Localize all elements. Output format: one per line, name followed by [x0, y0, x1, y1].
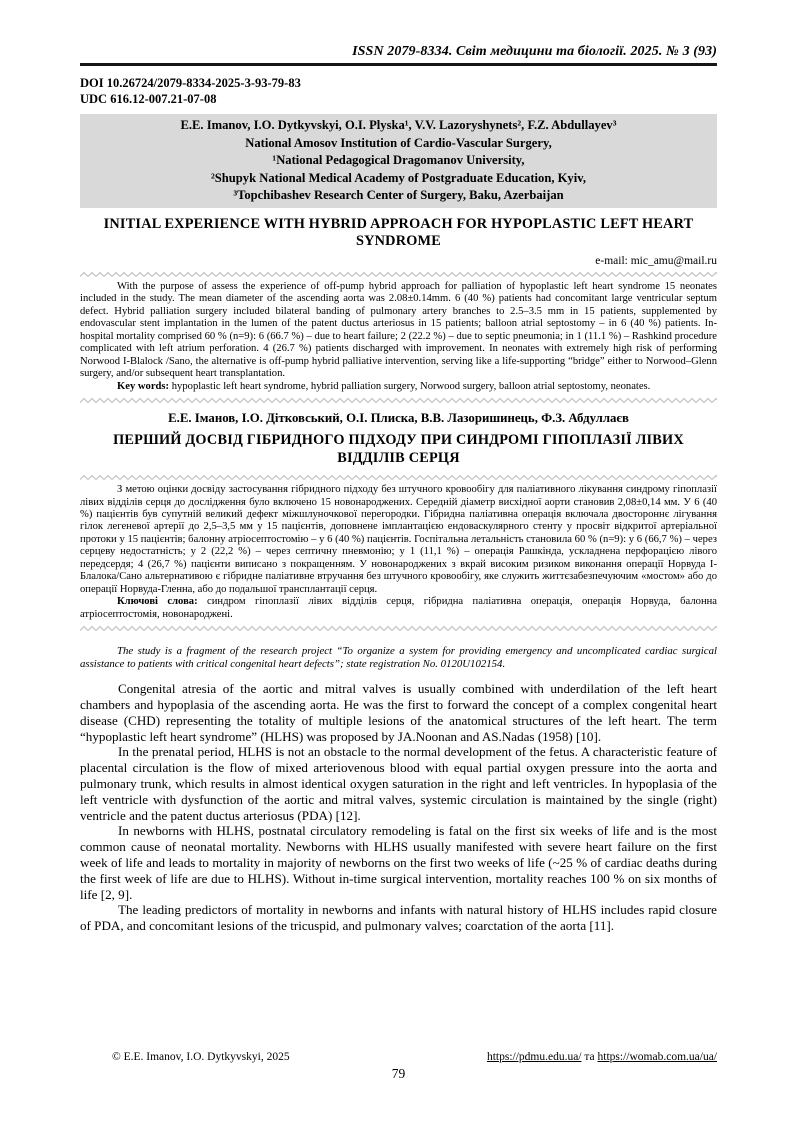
- keywords-ua: [80, 596, 717, 621]
- womab-link[interactable]: https://womab.com.ua/ua/: [597, 1051, 717, 1063]
- keywords-ua-text: синдром гіпоплазії лівих відділів серця, гібридна паліативна операція, операція Норвуда, балонна атріосептостомія, новонароджені.: [80, 596, 717, 620]
- zigzag-divider: [80, 397, 717, 404]
- zigzag-divider: [80, 474, 717, 481]
- footer-row: [80, 1051, 717, 1063]
- body-paragraph-3: In newborns with HLHS, postnatal circulatory remodeling is fatal on the first six weeks of life and is the most common cause of neonatal mortality. Newborns with HLHS usually manifested with severe heart failure on the first week of life and leads to mortality in majority of newborns on the first two weeks of life (~25 % of cardiac deaths during the first week of life are due to HLHS). Without in-time surgical intervention, mortality reaches 100 % on six months of life [2, 9].: [80, 823, 717, 902]
- affiliation-3: ²Shupyk National Medical Academy of Postgraduate Education, Kyiv,: [211, 170, 586, 185]
- keywords-en-text: hypoplastic left heart syndrome, hybrid palliation surgery, Norwood surgery, balloon atrial septostomy, neonates.: [171, 380, 651, 392]
- keywords-en: [80, 381, 717, 393]
- page-footer: [80, 1051, 717, 1082]
- affiliation-1: National Amosov Institution of Cardio-Vascular Surgery,: [245, 135, 552, 150]
- abstract-en-text: With the purpose of assess the experience of off-pump hybrid approach for palliation of hypoplastic left heart syndrome 15 neonates included in the study. The mean diameter of the ascending aorta was 2.08±0.14mm. 6 (40 %) patients had concomitant large ventricular septum defect. Hybrid palliation surgery included bilateral banding of pulmonary artery branches to 2.5–3.5 mm in 15 patients, supplemented by endovascular stent implantation in the lumen of the patent ductus arteriosus in 15 patients; balloon atrial septostomy – in 6 (40 %) patients. In-hospital mortality comprised 60 % (n=9): 6 (66.7 %) – due to heart failure; 2 (22.2 %) – due to septic pneumonia; in 1 (11.1 %) – Rashkind procedure complicated with left atrium perforation. 4 (26.7 %) patients discharged with improvement. In neonates with extremely high risk of performing Norwood I-Blalock /Sano, the alternative is off-pump hybrid palliative intervention, serving like a life-supporting “bridge” either to Norwood–Glenn surgery, and/or subsequent heart transplantation.: [80, 280, 717, 380]
- body-paragraph-2: In the prenatal period, HLHS is not an obstacle to the normal development of the fetus. A characteristic feature of placental circulation is the flow of mixed arteriovenous blood with equal partial oxygen pressure into the aorta and pulmonary trunk, which results in almost identical oxygen saturation in the right and left ventricles. In hypoplasia of the left ventricle with dysfunction of the aortic and mitral valves, systemic circulation is maintained by the single (right) ventricle and the patent ductus arteriosus (PDA) [12].: [80, 744, 717, 823]
- link-separator: та: [584, 1051, 595, 1063]
- page-number: 79: [391, 1066, 406, 1081]
- abstract-ua-text: З метою оцінки досвіду застосування гібридного підходу без штучного кровообігу для паліативного лікування синдрому гіпоплазії лівих відділів серця до дослідження було включено 15 новонароджених. Середній діаметр висхідної аорти становив 2,08±0,14 мм. У 6 (40 %) пацієнтів був супутній великий дефект міжшлуночкової перегородки. Гібридна паліативна операція включала двостороннє лігування гілок легеневої артерії до 2,5–3,5 мм у 15 пацієнтів, доповнене імплантацією ендоваскулярного стенту у просвіт відкритої артеріальної протоки у 15 пацієнтів; балонну атріосептостомію – у 6 (40 %) пацієнтів. Госпітальна летальність становила 60 % (n=9): у 6 (66,7 %) – через серцеву недостатність; у 2 (22,2 %) – через септичну пневмонію; у 1 (11,1 %) – операція Рашкінда, ускладнена перфорацією лівого передсердя; 4 (26,7 %) пацієнти виписано з покращенням. У новонароджених з вкрай високим ризиком виконання операції Норвуда І-Блалока/Сано альтернативою є гібридне паліативне втручання без штучного кровообігу, яке служить життєзабезпечуючим «мостом» або до операції Норвуда-Гленна, або до подальшої трансплантації серця.: [80, 484, 717, 595]
- article-title-ua: ПЕРШИЙ ДОСВІД ГІБРИДНОГО ПІДХОДУ ПРИ СИНДРОМІ ГІПОПЛАЗІЇ ЛІВИХ ВІДДІЛІВ СЕРЦЯ: [113, 432, 684, 467]
- copyright-line: © E.E. Imanov, I.O. Dytkyvskyi, 2025: [112, 1051, 290, 1063]
- affiliation-2: ¹National Pedagogical Dragomanov University,: [272, 153, 525, 168]
- research-project-note-text: The study is a fragment of the research project “To organize a system for providing emergency and uncomplicated cardiac surgical assistance to patients with critical congenital heart defects”; state registration No. 0120U102154.: [80, 645, 717, 670]
- zigzag-divider: [80, 625, 717, 632]
- udc-line: UDC 616.12-007.21-07-08: [80, 92, 217, 106]
- doi-udc-block: [80, 75, 717, 107]
- journal-header: ISSN 2079-8334. Світ медицини та біології. 2025. № 3 (93): [80, 44, 717, 66]
- authors-affiliations-block: [80, 114, 717, 208]
- pdmu-link[interactable]: https://pdmu.edu.ua/: [486, 1051, 582, 1063]
- zigzag-divider: [80, 271, 717, 278]
- keywords-ua-label: Ключові слова:: [117, 596, 198, 608]
- body-paragraph-4: The leading predictors of mortality in newborns and infants with natural history of HLHS includes rapid closure of PDA, and concomitant lesions of the tricuspid, and pulmonary valves; coarctation of the aorta [11].: [80, 902, 717, 934]
- page-content: [80, 44, 717, 934]
- email-line: e-mail: mic_amu@mail.ru: [595, 254, 717, 267]
- affiliation-4: ³Topchibashev Research Center of Surgery, Baku, Azerbaijan: [233, 188, 564, 203]
- authors-en: E.E. Imanov, I.O. Dytkyvskyi, O.I. Plyska¹, V.V. Lazoryshynets², F.Z. Abdullayev³: [180, 118, 617, 132]
- article-body: [80, 681, 717, 934]
- research-project-note: [80, 645, 717, 670]
- abstract-ua: [80, 484, 717, 621]
- abstract-en: [80, 281, 717, 393]
- keywords-en-label: Key words:: [117, 380, 170, 392]
- doi-line: DOI 10.26724/2079-8334-2025-3-93-79-83: [80, 76, 301, 90]
- authors-ua: Е.Е. Іманов, І.О. Дітковський, О.І. Плиска, В.В. Лазоришинець, Ф.З. Абдуллаєв: [168, 411, 629, 426]
- article-title-en: INITIAL EXPERIENCE WITH HYBRID APPROACH FOR HYPOPLASTIC LEFT HEART SYNDROME: [103, 215, 694, 250]
- body-paragraph-1: Congenital atresia of the aortic and mitral valves is usually combined with underdilation of the left heart chambers and hypoplasia of the ascending aorta. He was the first to forward the concept of a complex congenital heart disease (CHD) representing the totality of multiple lesions of the anatomical structures of the left heart. The term “hypoplastic left heart syndrome” (HLHS) was proposed by JA.Noonan and AS.Nadas (1958) [10].: [80, 681, 717, 744]
- footer-links: [487, 1051, 717, 1063]
